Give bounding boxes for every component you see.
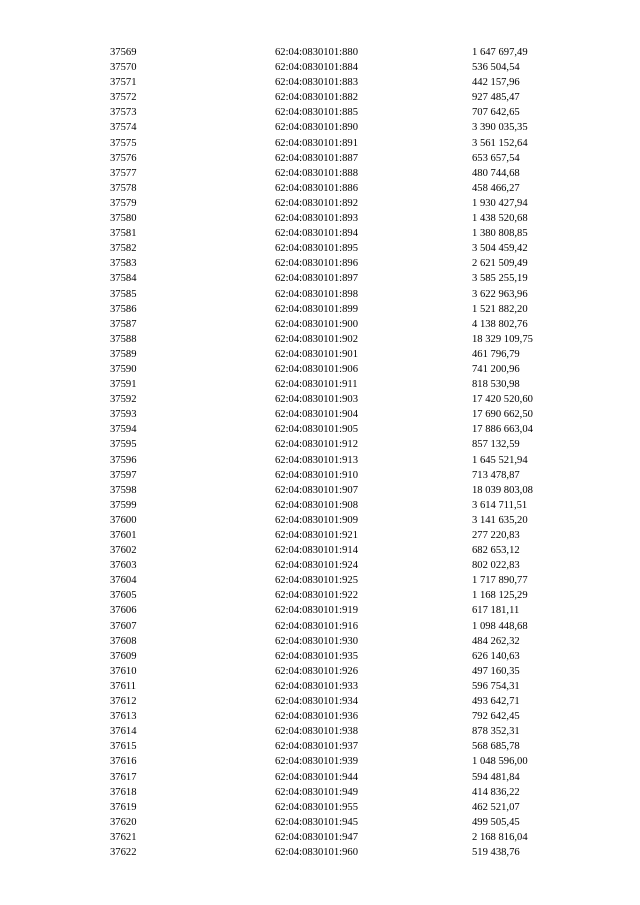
- row-number: 37579: [110, 197, 137, 209]
- data-table: [110, 45, 580, 860]
- cadastral-number: 62:04:0830101:893: [275, 213, 358, 225]
- cadastral-number: 62:04:0830101:910: [275, 469, 358, 481]
- cadastral-value: 18 329 109,75: [472, 333, 533, 345]
- cadastral-value: 17 690 662,50: [472, 409, 533, 421]
- cadastral-value: 480 744,68: [472, 167, 520, 179]
- row-number: 37590: [110, 363, 137, 375]
- cadastral-number: 62:04:0830101:885: [275, 107, 358, 119]
- table-row: [110, 483, 580, 498]
- cadastral-number: 62:04:0830101:904: [275, 409, 358, 421]
- cadastral-number: 62:04:0830101:955: [275, 801, 358, 813]
- table-row: [110, 105, 580, 120]
- row-number: 37610: [110, 665, 137, 677]
- row-number: 37620: [110, 816, 137, 828]
- table-row: [110, 815, 580, 830]
- row-number: 37593: [110, 409, 137, 421]
- table-row: [110, 241, 580, 256]
- row-number: 37616: [110, 756, 137, 768]
- cadastral-value: 458 466,27: [472, 182, 520, 194]
- cadastral-value: 493 642,71: [472, 696, 520, 708]
- cadastral-value: 18 039 803,08: [472, 484, 533, 496]
- cadastral-number: 62:04:0830101:935: [275, 650, 358, 662]
- cadastral-value: 802 022,83: [472, 560, 520, 572]
- row-number: 37609: [110, 650, 137, 662]
- table-row: [110, 709, 580, 724]
- row-number: 37612: [110, 696, 137, 708]
- row-number: 37587: [110, 318, 137, 330]
- table-row: [110, 407, 580, 422]
- row-number: 37601: [110, 530, 137, 541]
- row-number: 37584: [110, 273, 137, 285]
- row-number: 37589: [110, 348, 137, 360]
- cadastral-value: 461 796,79: [472, 348, 520, 360]
- table-row: [110, 256, 580, 271]
- row-number: 37582: [110, 243, 137, 255]
- cadastral-number: 62:04:0830101:909: [275, 514, 358, 526]
- cadastral-value: 626 140,63: [472, 650, 520, 662]
- cadastral-value: 277 220,83: [472, 530, 520, 541]
- row-number: 37573: [110, 107, 137, 119]
- cadastral-number: 62:04:0830101:898: [275, 288, 358, 300]
- row-number: 37598: [110, 484, 137, 496]
- cadastral-value: 497 160,35: [472, 665, 520, 677]
- row-number: 37585: [110, 288, 137, 300]
- cadastral-value: 3 561 152,64: [472, 137, 528, 149]
- row-number: 37618: [110, 786, 137, 798]
- cadastral-value: 818 530,98: [472, 379, 520, 391]
- table-row: [110, 377, 580, 392]
- table-row: [110, 347, 580, 362]
- row-number: 37615: [110, 741, 137, 753]
- cadastral-value: 1 647 697,49: [472, 47, 528, 58]
- cadastral-value: 792 642,45: [472, 711, 520, 723]
- table-row: [110, 845, 580, 860]
- table-row: [110, 694, 580, 709]
- cadastral-value: 1 717 890,77: [472, 575, 528, 587]
- table-row: [110, 317, 580, 332]
- cadastral-number: 62:04:0830101:934: [275, 696, 358, 708]
- cadastral-number: 62:04:0830101:921: [275, 530, 358, 541]
- table-row: [110, 513, 580, 528]
- cadastral-number: 62:04:0830101:930: [275, 635, 358, 647]
- row-number: 37600: [110, 514, 137, 526]
- table-row: [110, 60, 580, 75]
- cadastral-number: 62:04:0830101:900: [275, 318, 358, 330]
- cadastral-number: 62:04:0830101:922: [275, 590, 358, 602]
- cadastral-value: 414 836,22: [472, 786, 520, 798]
- cadastral-number: 62:04:0830101:895: [275, 243, 358, 255]
- table-row: [110, 362, 580, 377]
- row-number: 37576: [110, 152, 137, 164]
- table-row: [110, 634, 580, 649]
- row-number: 37594: [110, 424, 137, 436]
- table-row: [110, 770, 580, 785]
- cadastral-value: 713 478,87: [472, 469, 520, 481]
- row-number: 37574: [110, 122, 137, 134]
- cadastral-number: 62:04:0830101:936: [275, 711, 358, 723]
- cadastral-number: 62:04:0830101:937: [275, 741, 358, 753]
- row-number: 37595: [110, 439, 137, 451]
- row-number: 37575: [110, 137, 137, 149]
- row-number: 37578: [110, 182, 137, 194]
- row-number: 37592: [110, 394, 137, 406]
- cadastral-value: 2 168 816,04: [472, 831, 528, 843]
- row-number: 37606: [110, 605, 137, 617]
- cadastral-number: 62:04:0830101:907: [275, 484, 358, 496]
- cadastral-value: 519 438,76: [472, 846, 520, 858]
- table-row: [110, 211, 580, 226]
- table-row: [110, 800, 580, 815]
- cadastral-value: 1 930 427,94: [472, 197, 528, 209]
- cadastral-number: 62:04:0830101:896: [275, 258, 358, 270]
- table-row: [110, 45, 580, 60]
- cadastral-value: 3 585 255,19: [472, 273, 528, 285]
- cadastral-value: 3 390 035,35: [472, 122, 528, 134]
- cadastral-value: 17 420 520,60: [472, 394, 533, 406]
- cadastral-number: 62:04:0830101:933: [275, 680, 358, 692]
- table-row: [110, 754, 580, 769]
- table-row: [110, 724, 580, 739]
- table-row: [110, 603, 580, 618]
- cadastral-number: 62:04:0830101:880: [275, 47, 358, 58]
- cadastral-number: 62:04:0830101:903: [275, 394, 358, 406]
- row-number: 37591: [110, 379, 137, 391]
- cadastral-number: 62:04:0830101:949: [275, 786, 358, 798]
- cadastral-value: 17 886 663,04: [472, 424, 533, 436]
- cadastral-number: 62:04:0830101:925: [275, 575, 358, 587]
- table-row: [110, 649, 580, 664]
- row-number: 37572: [110, 92, 137, 104]
- cadastral-value: 617 181,11: [472, 605, 520, 617]
- table-row: [110, 120, 580, 135]
- cadastral-number: 62:04:0830101:945: [275, 816, 358, 828]
- table-row: [110, 271, 580, 286]
- cadastral-number: 62:04:0830101:913: [275, 454, 358, 466]
- cadastral-value: 682 653,12: [472, 545, 520, 557]
- table-row: [110, 392, 580, 407]
- cadastral-number: 62:04:0830101:890: [275, 122, 358, 134]
- cadastral-value: 1 521 882,20: [472, 303, 528, 315]
- cadastral-value: 3 141 635,20: [472, 514, 528, 526]
- cadastral-number: 62:04:0830101:894: [275, 228, 358, 240]
- cadastral-number: 62:04:0830101:912: [275, 439, 358, 451]
- cadastral-number: 62:04:0830101:906: [275, 363, 358, 375]
- cadastral-number: 62:04:0830101:888: [275, 167, 358, 179]
- cadastral-number: 62:04:0830101:924: [275, 560, 358, 572]
- cadastral-value: 1 098 448,68: [472, 620, 528, 632]
- row-number: 37608: [110, 635, 137, 647]
- row-number: 37619: [110, 801, 137, 813]
- cadastral-value: 1 048 596,00: [472, 756, 528, 768]
- table-row: [110, 679, 580, 694]
- table-row: [110, 226, 580, 241]
- table-row: [110, 588, 580, 603]
- cadastral-value: 741 200,96: [472, 363, 520, 375]
- cadastral-value: 1 380 808,85: [472, 228, 528, 240]
- cadastral-value: 484 262,32: [472, 635, 520, 647]
- cadastral-number: 62:04:0830101:926: [275, 665, 358, 677]
- row-number: 37614: [110, 726, 137, 738]
- cadastral-number: 62:04:0830101:960: [275, 846, 358, 858]
- cadastral-number: 62:04:0830101:947: [275, 831, 358, 843]
- table-row: [110, 498, 580, 513]
- cadastral-value: 878 352,31: [472, 726, 520, 738]
- cadastral-number: 62:04:0830101:919: [275, 605, 358, 617]
- row-number: 37604: [110, 575, 137, 587]
- table-row: [110, 543, 580, 558]
- cadastral-number: 62:04:0830101:914: [275, 545, 358, 557]
- cadastral-value: 1 645 521,94: [472, 454, 528, 466]
- cadastral-value: 596 754,31: [472, 680, 520, 692]
- cadastral-value: 857 132,59: [472, 439, 520, 451]
- row-number: 37621: [110, 831, 137, 843]
- row-number: 37596: [110, 454, 137, 466]
- table-row: [110, 302, 580, 317]
- cadastral-value: 462 521,07: [472, 801, 520, 813]
- cadastral-value: 707 642,65: [472, 107, 520, 119]
- row-number: 37588: [110, 333, 137, 345]
- cadastral-value: 653 657,54: [472, 152, 520, 164]
- cadastral-number: 62:04:0830101:892: [275, 197, 358, 209]
- cadastral-value: 1 168 125,29: [472, 590, 528, 602]
- row-number: 37605: [110, 590, 137, 602]
- table-row: [110, 739, 580, 754]
- table-row: [110, 90, 580, 105]
- table-row: [110, 75, 580, 90]
- row-number: 37611: [110, 680, 137, 692]
- cadastral-value: 927 485,47: [472, 92, 520, 104]
- table-row: [110, 619, 580, 634]
- cadastral-number: 62:04:0830101:883: [275, 77, 358, 89]
- table-row: [110, 528, 580, 543]
- cadastral-number: 62:04:0830101:944: [275, 771, 358, 783]
- row-number: 37622: [110, 846, 137, 858]
- table-row: [110, 664, 580, 679]
- table-row: [110, 558, 580, 573]
- cadastral-number: 62:04:0830101:916: [275, 620, 358, 632]
- cadastral-value: 2 621 509,49: [472, 258, 528, 270]
- cadastral-value: 536 504,54: [472, 62, 520, 74]
- cadastral-number: 62:04:0830101:939: [275, 756, 358, 768]
- table-row: [110, 196, 580, 211]
- cadastral-value: 4 138 802,76: [472, 318, 528, 330]
- table-row: [110, 422, 580, 437]
- cadastral-number: 62:04:0830101:884: [275, 62, 358, 74]
- cadastral-number: 62:04:0830101:897: [275, 273, 358, 285]
- table-row: [110, 151, 580, 166]
- table-row: [110, 166, 580, 181]
- table-row: [110, 136, 580, 151]
- row-number: 37570: [110, 62, 137, 74]
- table-row: [110, 468, 580, 483]
- cadastral-number: 62:04:0830101:899: [275, 303, 358, 315]
- row-number: 37569: [110, 47, 137, 58]
- cadastral-number: 62:04:0830101:887: [275, 152, 358, 164]
- row-number: 37597: [110, 469, 137, 481]
- cadastral-number: 62:04:0830101:938: [275, 726, 358, 738]
- row-number: 37603: [110, 560, 137, 572]
- row-number: 37580: [110, 213, 137, 225]
- row-number: 37599: [110, 499, 137, 511]
- cadastral-number: 62:04:0830101:882: [275, 92, 358, 104]
- cadastral-number: 62:04:0830101:886: [275, 182, 358, 194]
- cadastral-number: 62:04:0830101:908: [275, 499, 358, 511]
- cadastral-value: 594 481,84: [472, 771, 520, 783]
- row-number: 37607: [110, 620, 137, 632]
- row-number: 37586: [110, 303, 137, 315]
- row-number: 37602: [110, 545, 137, 557]
- cadastral-value: 3 614 711,51: [472, 499, 528, 511]
- cadastral-value: 442 157,96: [472, 77, 520, 89]
- table-row: [110, 830, 580, 845]
- row-number: 37577: [110, 167, 137, 179]
- row-number: 37613: [110, 711, 137, 723]
- table-row: [110, 181, 580, 196]
- table-row: [110, 332, 580, 347]
- cadastral-number: 62:04:0830101:911: [275, 379, 358, 391]
- table-row: [110, 437, 580, 452]
- cadastral-number: 62:04:0830101:891: [275, 137, 358, 149]
- cadastral-value: 3 504 459,42: [472, 243, 528, 255]
- row-number: 37617: [110, 771, 137, 783]
- cadastral-number: 62:04:0830101:905: [275, 424, 358, 436]
- table-row: [110, 287, 580, 302]
- cadastral-value: 499 505,45: [472, 816, 520, 828]
- cadastral-value: 1 438 520,68: [472, 213, 528, 225]
- table-row: [110, 785, 580, 800]
- row-number: 37583: [110, 258, 137, 270]
- cadastral-number: 62:04:0830101:901: [275, 348, 358, 360]
- cadastral-value: 3 622 963,96: [472, 288, 528, 300]
- cadastral-value: 568 685,78: [472, 741, 520, 753]
- row-number: 37571: [110, 77, 137, 89]
- table-row: [110, 453, 580, 468]
- row-number: 37581: [110, 228, 137, 240]
- table-row: [110, 573, 580, 588]
- cadastral-number: 62:04:0830101:902: [275, 333, 358, 345]
